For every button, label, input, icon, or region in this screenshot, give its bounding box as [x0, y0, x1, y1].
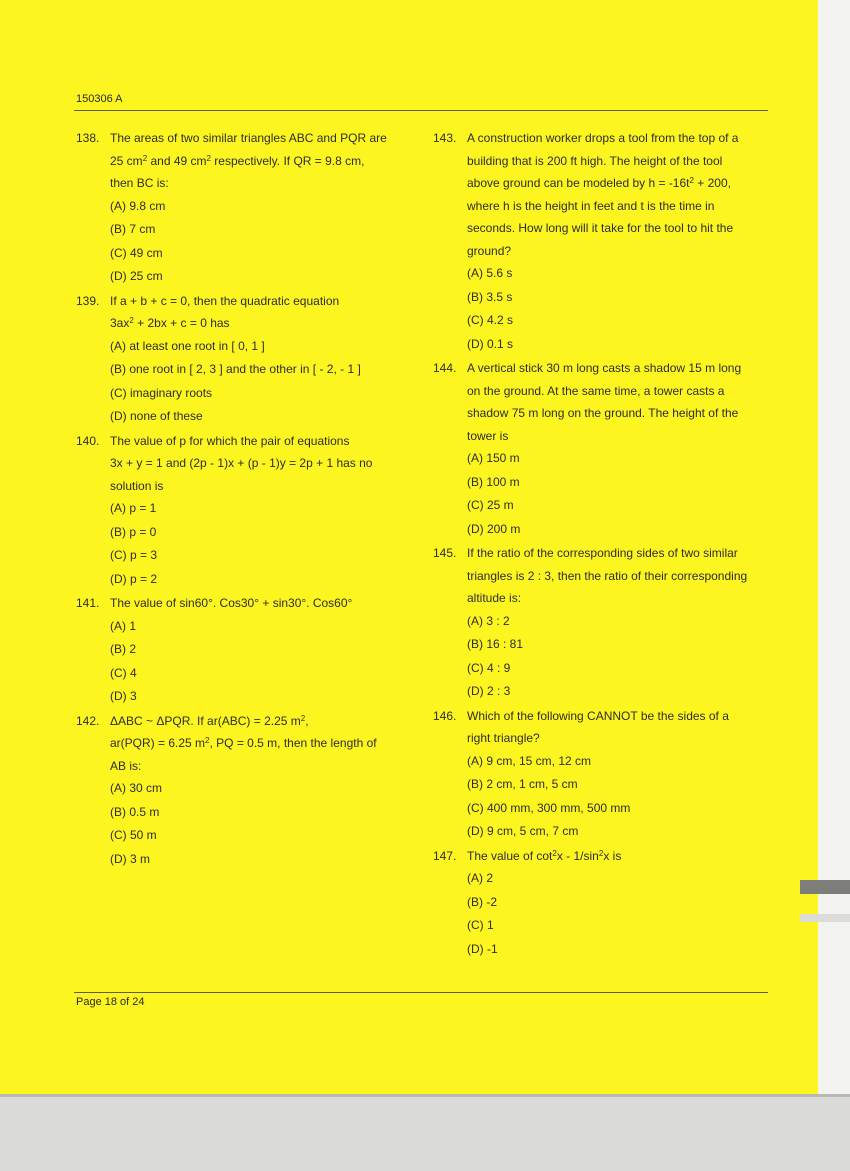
- option-d: (D) 200 m: [467, 521, 521, 536]
- option-b: (B) 16 : 81: [467, 637, 524, 651]
- option-b: (B) one root in [ 2, 3 ] and the other in [ - 2, - 1 ]: [110, 362, 361, 376]
- question-text: shadow 75 m long on the ground. The height of the: [467, 406, 739, 420]
- option-c: (C) 4: [110, 665, 137, 680]
- question-number: 144.: [433, 361, 457, 375]
- question-text: A construction worker drops a tool from the top of a: [467, 131, 739, 145]
- option-d: (D) 25 cm: [110, 269, 163, 283]
- question-text: ar(PQR) = 6.25 $m^2$, PQ = 0.5 m, then the length of: [110, 736, 377, 750]
- option-b: (B) 100 m: [467, 474, 520, 489]
- option-b: (B) p = 0: [110, 524, 157, 539]
- question-text: Which of the following CANNOT be the sides of a: [467, 708, 729, 723]
- question-text: The value of p for which the pair of equations: [110, 433, 350, 448]
- option-d: (D) 9 cm, 5 cm, 7 cm: [467, 824, 579, 838]
- question-145: [433, 542, 773, 704]
- scanner-edge-right: [818, 0, 850, 1094]
- option-b: (B) -2: [467, 894, 497, 909]
- question-text: ΔABC ~ ΔPQR. If ar(ABC) = 2.25 $m^2$,: [110, 713, 309, 728]
- question-number: 138.: [76, 131, 100, 145]
- scanner-edge-bottom: [0, 1094, 850, 1171]
- question-text: A vertical stick 30 m long casts a shadow 15 m long: [467, 361, 742, 375]
- option-c: (C) 49 cm: [110, 245, 163, 260]
- option-a: (A) 150 m: [467, 451, 520, 465]
- option-d: (D) 2 : 3: [467, 684, 511, 698]
- question-number: 147.: [433, 848, 457, 863]
- header-rule: [74, 110, 768, 111]
- question-text: above ground can be modeled by $h = -16t^2 + 200$,: [467, 176, 731, 190]
- option-a: (A) 5.6 s: [467, 266, 513, 280]
- option-c: (C) 1: [467, 918, 494, 932]
- option-a: (A) 2: [467, 871, 494, 885]
- question-141: [76, 592, 416, 709]
- question-text: If the ratio of the corresponding sides of two similar: [467, 546, 738, 560]
- question-number: 142.: [76, 713, 100, 728]
- option-a: (A) 3 : 2: [467, 613, 510, 628]
- question-138: [76, 127, 416, 289]
- question-number: 145.: [433, 546, 457, 560]
- option-b: (B) 0.5 m: [110, 804, 160, 819]
- option-b: (B) 3.5 s: [467, 289, 513, 304]
- question-text: The value of $\cot^2x - 1/\sin^2x$ is: [467, 848, 622, 863]
- document-code: 150306 A: [76, 93, 123, 105]
- question-number: 143.: [433, 131, 457, 145]
- left-column: [76, 127, 416, 871]
- option-b: (B) 2: [110, 642, 137, 656]
- question-text: 3x + y = 1 and (2p - 1)x + (p - 1)y = 2p + 1 has no: [110, 456, 373, 470]
- option-d: (D) none of these: [110, 409, 203, 423]
- option-c: (C) 25 m: [467, 498, 514, 512]
- option-a: (A) p = 1: [110, 501, 157, 515]
- footer-rule: [74, 992, 768, 993]
- option-d: (D) 0.1 s: [467, 336, 514, 351]
- right-column: [433, 127, 773, 961]
- question-139: [76, 290, 416, 429]
- question-number: 139.: [76, 293, 100, 308]
- question-text: ground?: [467, 243, 512, 258]
- question-text: building that is 200 ft high. The height of the tool: [467, 153, 723, 168]
- question-147: [433, 845, 773, 962]
- option-d: (D) -1: [467, 941, 498, 956]
- option-c: (C) 4 : 9: [467, 660, 511, 675]
- option-c: (C) 400 mm, 300 mm, 500 mm: [467, 800, 631, 815]
- question-text: solution is: [110, 478, 164, 493]
- question-text: triangles is 2 : 3, then the ratio of their corresponding: [467, 568, 748, 583]
- option-a: (A) 30 cm: [110, 781, 163, 795]
- question-text: tower is: [467, 428, 509, 443]
- option-d: (D) 3: [110, 689, 137, 703]
- question-text: The value of sin60°. Cos30° + sin30°. Cos60°: [110, 596, 353, 610]
- option-a: (A) 9.8 cm: [110, 198, 166, 213]
- question-text: AB is:: [110, 758, 142, 773]
- question-146: [433, 705, 773, 844]
- question-142: [76, 710, 416, 872]
- question-144: [433, 357, 773, 541]
- option-a: (A) 9 cm, 15 cm, 12 cm: [467, 753, 592, 768]
- option-d: (D) p = 2: [110, 571, 158, 586]
- question-143: [433, 127, 773, 356]
- option-c: (C) 50 m: [110, 828, 157, 842]
- option-c: (C) imaginary roots: [110, 385, 213, 400]
- question-text: $3ax^2 + 2bx + c = 0$ has: [110, 316, 230, 330]
- question-text: 25 $cm^2$ and 49 $cm^2$ respectively. If QR = 9.8 cm,: [110, 153, 365, 168]
- question-text: right triangle?: [467, 731, 540, 745]
- option-c: (C) p = 3: [110, 548, 158, 562]
- question-text: seconds. How long will it take for the tool to hit the: [467, 221, 734, 235]
- question-text: The areas of two similar triangles ABC and PQR are: [110, 131, 387, 145]
- option-b: (B) 7 cm: [110, 222, 156, 236]
- question-140: [76, 430, 416, 592]
- option-a: (A) at least one root in [ 0, 1 ]: [110, 338, 265, 353]
- question-number: 146.: [433, 708, 457, 723]
- question-text: If a + b + c = 0, then the quadratic equation: [110, 293, 340, 308]
- question-number: 140.: [76, 433, 100, 448]
- scanner-edge-band-light: [800, 914, 850, 922]
- question-number: 141.: [76, 596, 100, 610]
- option-b: (B) 2 cm, 1 cm, 5 cm: [467, 777, 578, 791]
- question-text: on the ground. At the same time, a tower casts a: [467, 383, 725, 398]
- question-text: altitude is:: [467, 591, 522, 605]
- option-c: (C) 4.2 s: [467, 313, 514, 327]
- option-d: (D) 3 m: [110, 851, 150, 866]
- option-a: (A) 1: [110, 618, 137, 633]
- scanner-edge-band: [800, 880, 850, 894]
- page-number: Page 18 of 24: [76, 996, 145, 1008]
- question-text: where h is the height in feet and t is the time in: [467, 198, 715, 213]
- question-text: then BC is:: [110, 176, 169, 190]
